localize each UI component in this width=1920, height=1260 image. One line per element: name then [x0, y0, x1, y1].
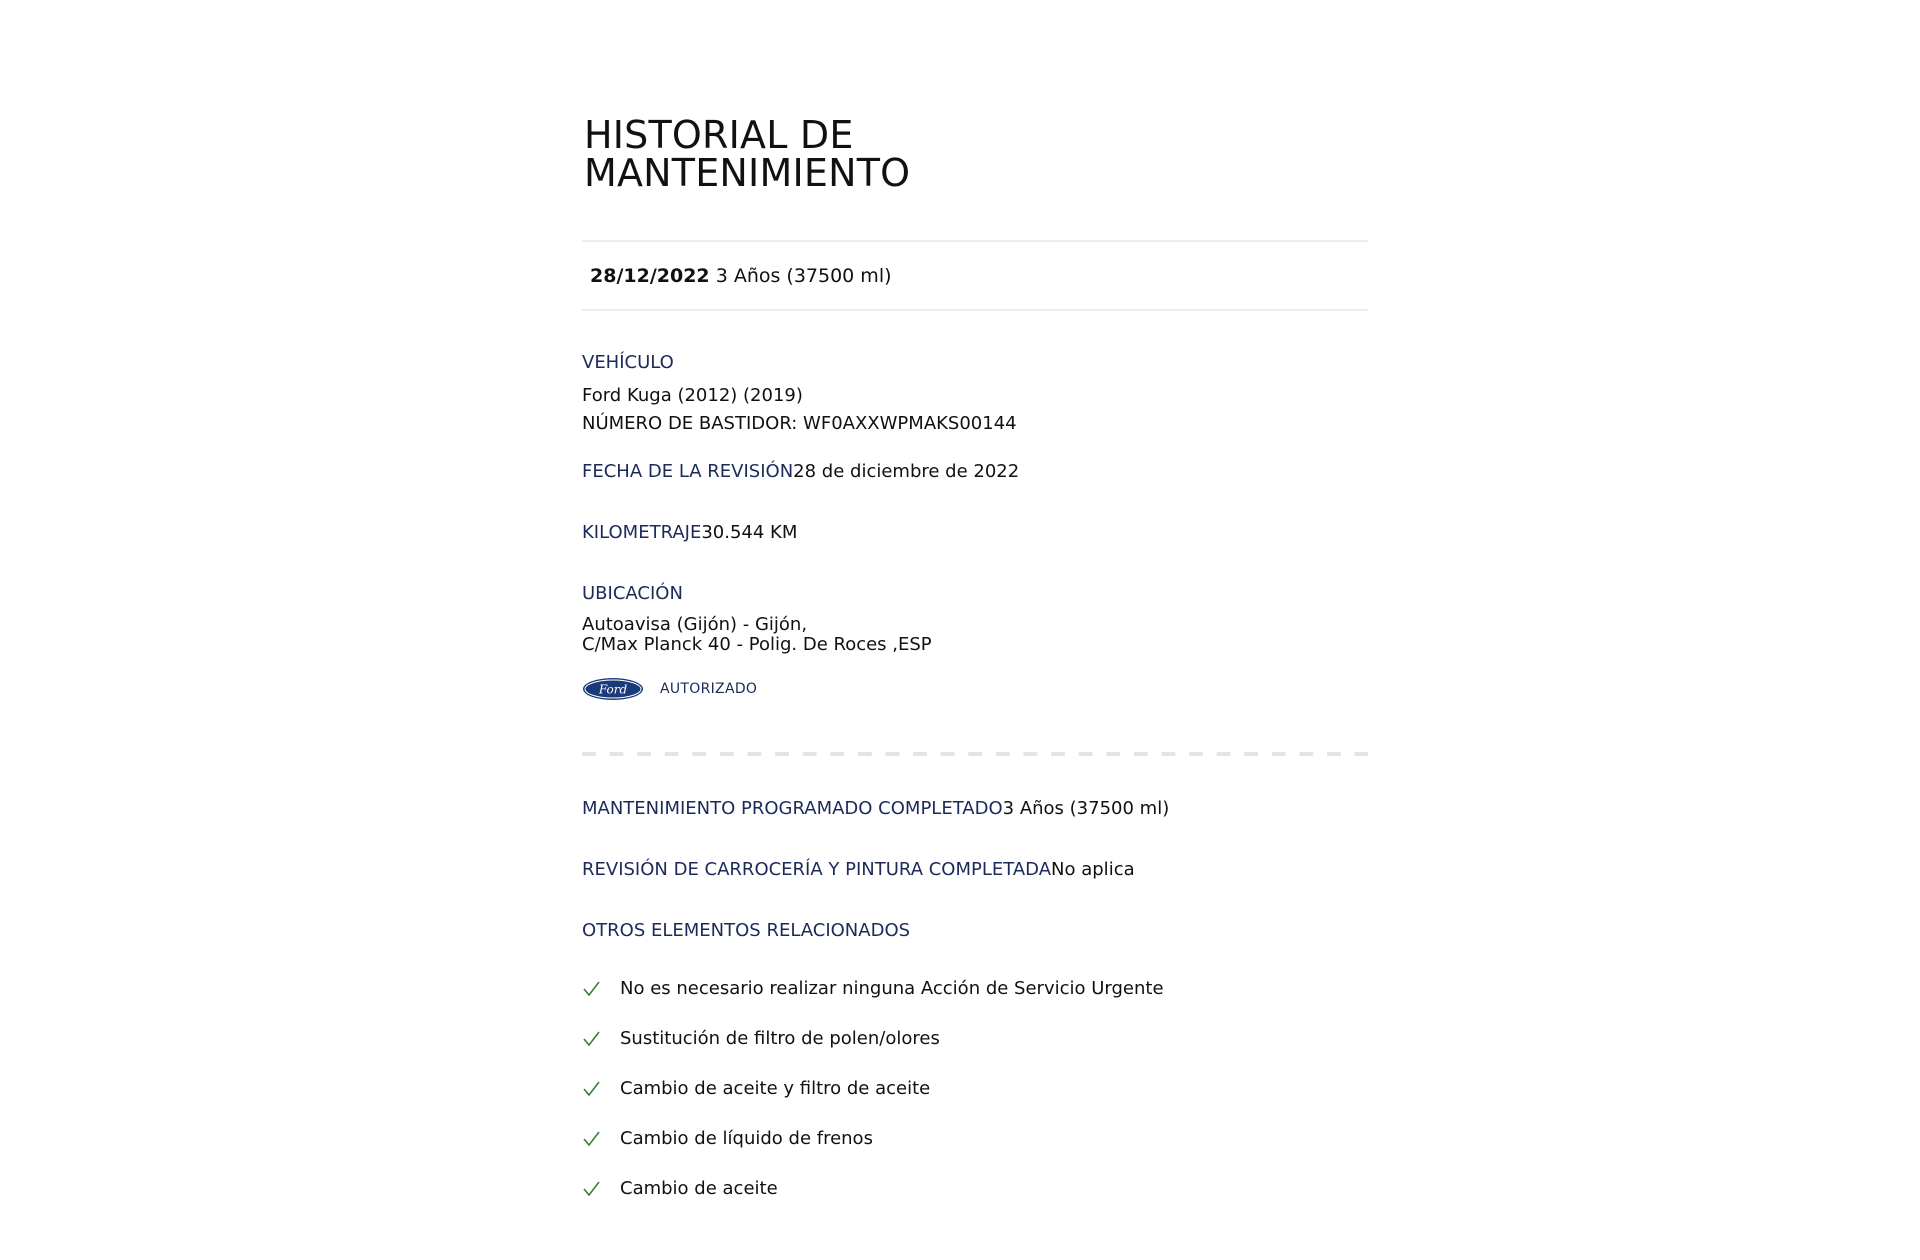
- scheduled-maintenance-row: [582, 797, 1169, 821]
- page-title-line2: MANTENIMIENTO: [584, 151, 911, 195]
- visit-summary: 3 Años (37500 ml): [715, 265, 892, 287]
- check-icon: [582, 979, 602, 999]
- location-section: [582, 582, 932, 655]
- mileage-label: KILOMETRAJE: [582, 522, 702, 543]
- list-item-text: Cambio de aceite y filtro de aceite: [620, 1078, 931, 1099]
- ford-logo-icon: [582, 677, 644, 701]
- service-date-row: [582, 460, 1019, 484]
- location-line1: Autoavisa (Gijón) - Gijón,: [582, 614, 808, 635]
- location-label: UBICACIÓN: [582, 583, 683, 604]
- vehicle-label: VEHÍCULO: [582, 352, 674, 373]
- list-item-text: No es necesario realizar ninguna Acción de Servicio Urgente: [620, 978, 1164, 999]
- other-items-label: OTROS ELEMENTOS RELACIONADOS: [582, 920, 911, 941]
- location-line2: C/Max Planck 40 - Polig. De Roces ,ESP: [582, 634, 932, 655]
- bodywork-value: No aplica: [1051, 859, 1135, 880]
- list-item-text: Cambio de aceite: [620, 1178, 778, 1199]
- other-items-heading-row: [582, 919, 910, 943]
- vehicle-vin: NÚMERO DE BASTIDOR: WF0AXXWPMAKS00144: [582, 413, 1017, 434]
- list-item: [582, 1114, 1164, 1164]
- bodywork-label: REVISIÓN DE CARROCERÍA Y PINTURA COMPLETADA: [582, 859, 1052, 880]
- page-title-line1: HISTORIAL DE: [584, 113, 854, 157]
- mileage-row: [582, 521, 797, 545]
- service-date-label: FECHA DE LA REVISIÓN: [582, 461, 794, 482]
- ford-logo-text: Ford: [598, 682, 628, 697]
- other-items-list: [582, 964, 1164, 1214]
- bodywork-row: [582, 858, 1135, 882]
- list-item: [582, 964, 1164, 1014]
- list-item-text: Cambio de líquido de frenos: [620, 1128, 873, 1149]
- service-date-value: 28 de diciembre de 2022: [793, 461, 1020, 482]
- vehicle-section: [582, 351, 1017, 436]
- visit-date: 28/12/2022: [590, 265, 710, 287]
- list-item-text: Sustitución de filtro de polen/olores: [620, 1028, 940, 1049]
- mileage-value: 30.544 KM: [701, 522, 798, 543]
- vehicle-model: Ford Kuga (2012) (2019): [582, 385, 803, 406]
- check-icon: [582, 1029, 602, 1049]
- list-item: [582, 1064, 1164, 1114]
- authorized-badge: AUTORIZADO: [660, 681, 758, 697]
- check-icon: [582, 1179, 602, 1199]
- divider-bottom: [582, 309, 1368, 311]
- list-item: [582, 1014, 1164, 1064]
- scheduled-maintenance-label: MANTENIMIENTO PROGRAMADO COMPLETADO: [582, 798, 1003, 819]
- scheduled-maintenance-value: 3 Años (37500 ml): [1002, 798, 1170, 819]
- visit-summary-row[interactable]: [590, 264, 892, 288]
- dashed-divider: [582, 752, 1368, 756]
- check-icon: [582, 1129, 602, 1149]
- divider-top: [582, 240, 1368, 242]
- check-icon: [582, 1079, 602, 1099]
- page-title: [584, 113, 911, 195]
- list-item: [582, 1164, 1164, 1214]
